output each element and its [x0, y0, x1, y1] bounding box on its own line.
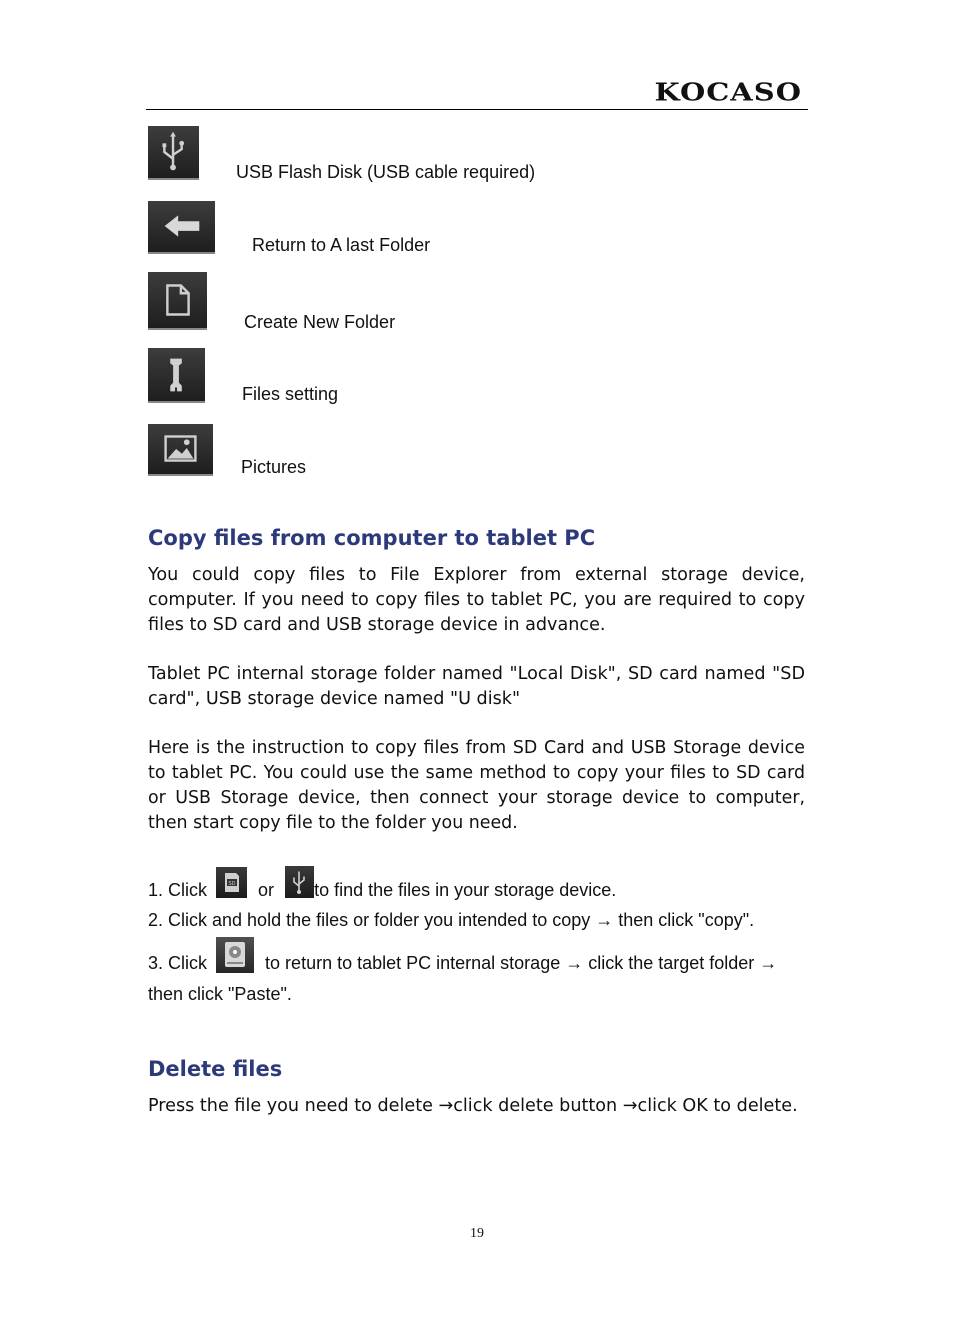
- header-rule: [146, 109, 808, 110]
- picture-icon: [148, 424, 213, 476]
- copy-paragraph-2: Tablet PC internal storage folder named "Local Disk", SD card named "SD card", USB storage device named "U disk": [148, 664, 805, 709]
- brand-logo: KOCASO: [654, 77, 802, 107]
- step-2: 2. Click and hold the files or folder you intended to copy → then click "copy".: [148, 910, 755, 930]
- pictures-label: Pictures: [241, 457, 307, 477]
- step-3-continued: then click "Paste".: [148, 984, 292, 1004]
- svg-text:SD: SD: [228, 881, 236, 887]
- copy-paragraph-1: You could copy files to File Explorer from external storage device, computer. If you need to copy files to tablet PC, you are required to copy files to SD card and USB storage device in advance.: [148, 565, 805, 635]
- copy-section-title: Copy files from computer to tablet PC: [148, 526, 596, 550]
- step-3-text-a: 3. Click: [148, 953, 208, 973]
- page-number: 19: [470, 1226, 484, 1241]
- wrench-icon: [148, 348, 205, 403]
- step-3: [148, 937, 777, 974]
- copy-paragraph-3: Here is the instruction to copy files from SD Card and USB Storage device to tablet PC. You could use the same method to copy your files to SD card or USB Storage device, then connect your storage device to computer, then start copy file to the folder you need.: [148, 738, 805, 833]
- new-folder-label: Create New Folder: [244, 312, 396, 332]
- delete-paragraph: Press the file you need to delete →click delete button →click OK to delete.: [148, 1096, 798, 1116]
- step-1-text-c: to find the files in your storage device.: [314, 880, 617, 900]
- usb-icon: [148, 126, 199, 180]
- back-label: Return to A last Folder: [252, 235, 431, 255]
- back-arrow-icon: [148, 201, 215, 254]
- step-1-text-a: 1. Click: [148, 880, 208, 900]
- new-file-icon: [148, 272, 207, 330]
- usb-small-icon: [285, 866, 314, 898]
- delete-section-title: Delete files: [148, 1057, 283, 1081]
- settings-label: Files setting: [242, 384, 339, 404]
- step-1-text-b: or: [258, 880, 275, 900]
- sd-card-icon: [216, 867, 247, 898]
- local-disk-icon: [216, 937, 254, 973]
- usb-label: USB Flash Disk (USB cable required): [236, 162, 536, 182]
- step-1: [148, 866, 616, 901]
- step-3-text-b: to return to tablet PC internal storage → click the target folder →: [265, 953, 778, 973]
